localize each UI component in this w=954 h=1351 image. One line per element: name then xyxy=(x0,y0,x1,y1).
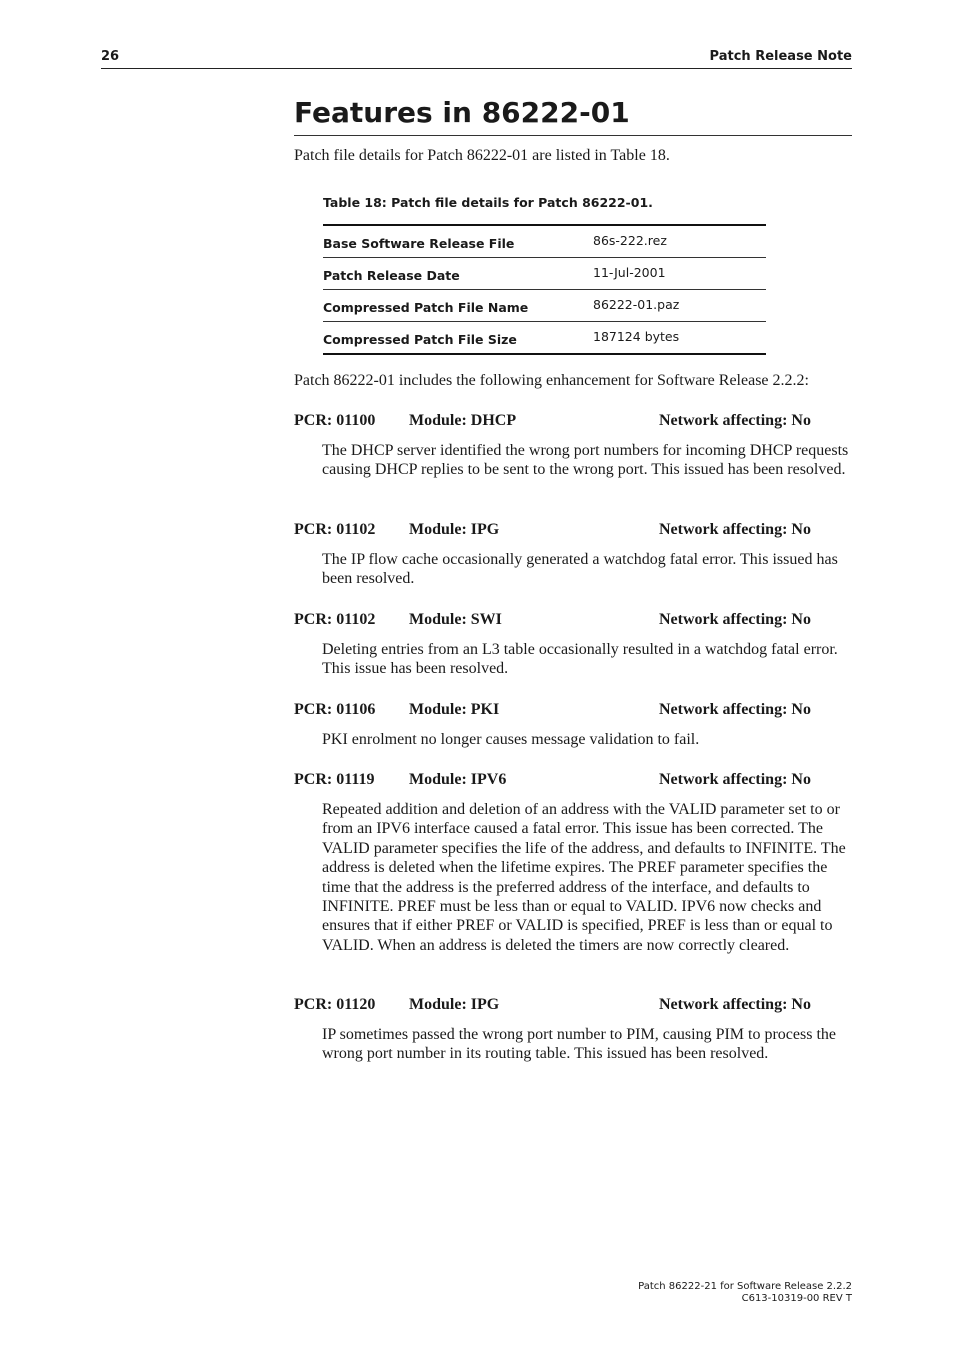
table-row xyxy=(323,258,766,290)
row-value: 86222-01.paz xyxy=(593,290,766,322)
pcr-id: PCR: 01102 xyxy=(294,521,376,538)
pcr-description: The IP flow cache occasionally generated a watchdog fatal error. This issued has been resolved. xyxy=(322,551,838,588)
pcr-id: PCR: 01102 xyxy=(294,611,376,628)
row-label: Base Software Release File xyxy=(323,236,515,251)
pcr-module: Module: IPG xyxy=(409,521,500,538)
pcr-heading xyxy=(294,995,854,1015)
section-intro: Patch file details for Patch 86222-01 are listed in Table 18. xyxy=(294,147,670,164)
pcr-heading xyxy=(294,411,854,431)
pcr-description: Repeated addition and deletion of an address with the VALID parameter set to or from an IPV6 interface caused a fatal error. This issue has been corrected. The VALID parameter specifies the life of the address, and defaults to INFINITE. The address is deleted when the lifetime expires. The PREF parameter specifies the time that the address is the preferred address of the interface, and defaults to INFINITE. PREF must be less than or equal to VALID. IPV6 now checks and ensures that if either PREF or VALID is specified, PREF is less than or equal to VALID. When an address is deleted the timers are now correctly cleared. xyxy=(322,801,846,954)
pcr-module: Module: SWI xyxy=(409,611,502,628)
section-title: Features in 86222-01 xyxy=(294,95,852,136)
page-header xyxy=(101,46,852,69)
row-value: 86s-222.rez xyxy=(593,232,667,248)
table-caption: Table 18: Patch file details for Patch 86222-01. xyxy=(323,195,653,210)
pcr-heading xyxy=(294,520,854,540)
pcr-id: PCR: 01119 xyxy=(294,771,375,788)
table-row xyxy=(323,322,766,355)
row-label: Compressed Patch File Size xyxy=(323,322,593,355)
pcr-heading xyxy=(294,700,854,720)
pcr-network: Network affecting: No xyxy=(659,611,811,628)
pcr-id: PCR: 01106 xyxy=(294,701,376,718)
row-label: Compressed Patch File Name xyxy=(323,290,593,322)
pcr-network: Network affecting: No xyxy=(659,412,811,429)
pcr-description: Deleting entries from an L3 table occasionally resulted in a watchdog fatal error. This issue has been resolved. xyxy=(322,641,838,678)
pcr-module: Module: PKI xyxy=(409,701,500,718)
pcr-network: Network affecting: No xyxy=(659,996,811,1013)
pcr-module: Module: DHCP xyxy=(409,412,517,429)
footer-release: Patch 86222-21 for Software Release 2.2.2 xyxy=(638,1281,852,1292)
pcr-heading xyxy=(294,610,854,630)
row-value: 11-Jul-2001 xyxy=(593,258,766,290)
row-value: 187124 bytes xyxy=(593,322,766,355)
enhancement-lead: Patch 86222-01 includes the following enhancement for Software Release 2.2.2: xyxy=(294,372,809,389)
pcr-heading xyxy=(294,770,854,790)
row-label: Patch Release Date xyxy=(323,258,593,290)
table-row xyxy=(323,290,766,322)
pcr-id: PCR: 01120 xyxy=(294,996,376,1013)
pcr-id: PCR: 01100 xyxy=(294,412,376,429)
page-number: 26 xyxy=(101,49,120,64)
pcr-network: Network affecting: No xyxy=(659,771,811,788)
header-title: Patch Release Note xyxy=(709,49,852,64)
footer-docid: C613-10319-00 REV T xyxy=(741,1293,852,1304)
pcr-module: Module: IPV6 xyxy=(409,771,507,788)
pcr-description: The DHCP server identified the wrong port numbers for incoming DHCP requests causing DHCP replies to be sent to the wrong port. This issued has been resolved. xyxy=(322,442,849,479)
page-footer xyxy=(638,1281,852,1305)
patch-details-table xyxy=(323,224,766,355)
pcr-network: Network affecting: No xyxy=(659,701,811,718)
pcr-description: IP sometimes passed the wrong port number to PIM, causing PIM to process the wrong port number in its routing table. This issued has been resolved. xyxy=(322,1026,837,1063)
pcr-description: PKI enrolment no longer causes message validation to fail. xyxy=(322,731,700,748)
pcr-module: Module: IPG xyxy=(409,996,500,1013)
table-row xyxy=(323,225,766,258)
pcr-network: Network affecting: No xyxy=(659,521,811,538)
